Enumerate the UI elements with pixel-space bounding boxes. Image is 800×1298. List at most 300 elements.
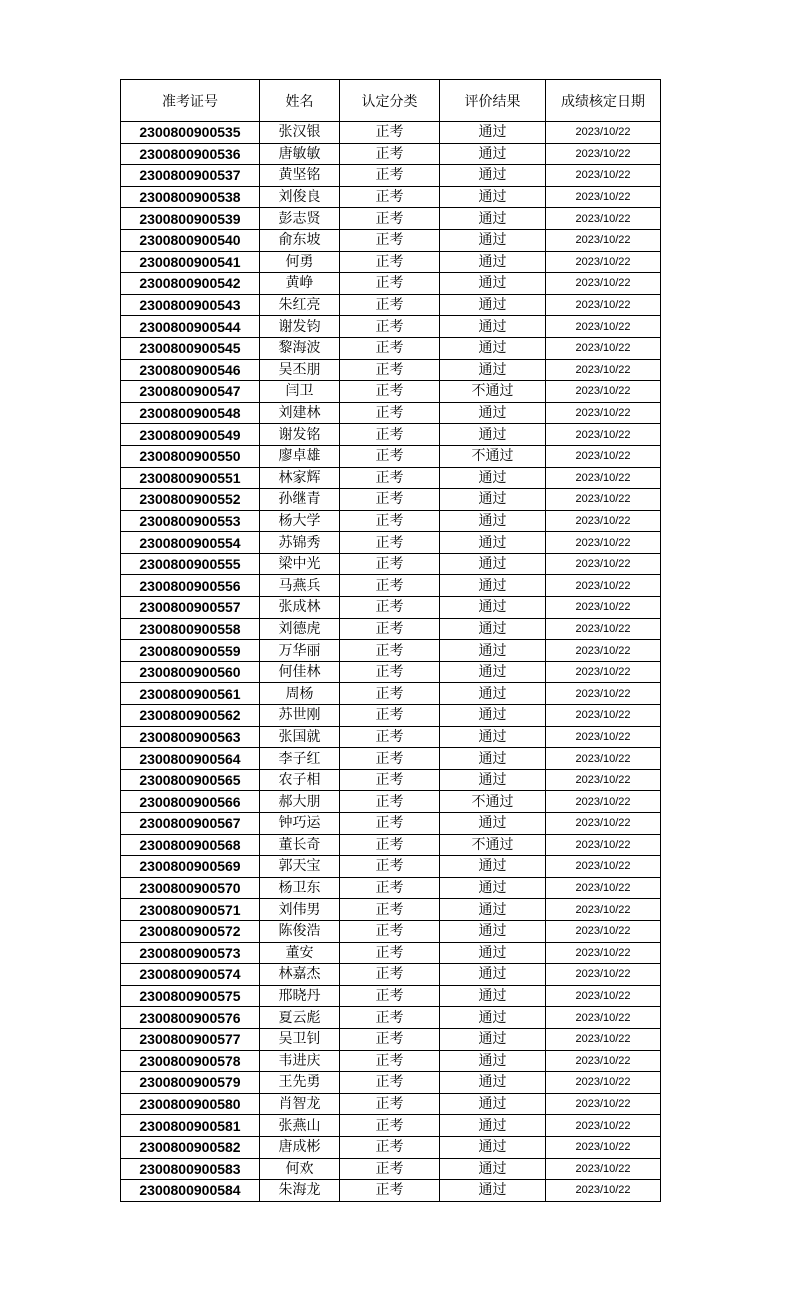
cell-exam-id: 2300800900541 [121, 251, 260, 273]
cell-exam-id: 2300800900537 [121, 165, 260, 187]
cell-name: 唐成彬 [260, 1136, 340, 1158]
cell-date: 2023/10/22 [546, 294, 661, 316]
table-row [121, 834, 661, 856]
cell-category: 正考 [340, 1136, 440, 1158]
table-row [121, 381, 661, 403]
cell-category: 正考 [340, 618, 440, 640]
cell-exam-id: 2300800900550 [121, 445, 260, 467]
cell-name: 廖卓雄 [260, 445, 340, 467]
cell-date: 2023/10/22 [546, 1028, 661, 1050]
cell-result: 通过 [440, 942, 546, 964]
cell-exam-id: 2300800900559 [121, 640, 260, 662]
cell-result: 通过 [440, 640, 546, 662]
cell-result: 通过 [440, 920, 546, 942]
table-row [121, 208, 661, 230]
table-row [121, 726, 661, 748]
cell-name: 何勇 [260, 251, 340, 273]
cell-result: 不通过 [440, 791, 546, 813]
cell-date: 2023/10/22 [546, 640, 661, 662]
cell-date: 2023/10/22 [546, 1136, 661, 1158]
cell-result: 通过 [440, 985, 546, 1007]
cell-category: 正考 [340, 748, 440, 770]
cell-name: 张燕山 [260, 1115, 340, 1137]
cell-date: 2023/10/22 [546, 510, 661, 532]
cell-exam-id: 2300800900573 [121, 942, 260, 964]
header-exam-id: 准考证号 [121, 80, 260, 122]
cell-category: 正考 [340, 964, 440, 986]
table-row [121, 769, 661, 791]
cell-result: 通过 [440, 424, 546, 446]
cell-exam-id: 2300800900572 [121, 920, 260, 942]
table-row [121, 402, 661, 424]
cell-date: 2023/10/22 [546, 748, 661, 770]
cell-name: 黄峥 [260, 273, 340, 295]
cell-exam-id: 2300800900582 [121, 1136, 260, 1158]
cell-exam-id: 2300800900567 [121, 813, 260, 835]
cell-exam-id: 2300800900584 [121, 1180, 260, 1202]
cell-name: 郝大朋 [260, 791, 340, 813]
cell-result: 通过 [440, 661, 546, 683]
cell-result: 通过 [440, 683, 546, 705]
cell-name: 马燕兵 [260, 575, 340, 597]
cell-category: 正考 [340, 640, 440, 662]
cell-name: 刘俊良 [260, 186, 340, 208]
cell-date: 2023/10/22 [546, 122, 661, 144]
cell-category: 正考 [340, 899, 440, 921]
cell-exam-id: 2300800900540 [121, 229, 260, 251]
cell-name: 唐敏敏 [260, 143, 340, 165]
cell-exam-id: 2300800900554 [121, 532, 260, 554]
cell-date: 2023/10/22 [546, 1072, 661, 1094]
cell-category: 正考 [340, 359, 440, 381]
cell-result: 通过 [440, 489, 546, 511]
table-row [121, 165, 661, 187]
table-row [121, 359, 661, 381]
cell-exam-id: 2300800900546 [121, 359, 260, 381]
cell-exam-id: 2300800900543 [121, 294, 260, 316]
cell-result: 通过 [440, 769, 546, 791]
cell-result: 通过 [440, 532, 546, 554]
cell-name: 苏世刚 [260, 705, 340, 727]
cell-result: 通过 [440, 748, 546, 770]
cell-exam-id: 2300800900583 [121, 1158, 260, 1180]
cell-exam-id: 2300800900562 [121, 705, 260, 727]
cell-name: 彭志贤 [260, 208, 340, 230]
table-row [121, 1158, 661, 1180]
cell-date: 2023/10/22 [546, 575, 661, 597]
table-body [121, 122, 661, 1202]
cell-category: 正考 [340, 769, 440, 791]
cell-category: 正考 [340, 575, 440, 597]
cell-result: 通过 [440, 1136, 546, 1158]
cell-exam-id: 2300800900556 [121, 575, 260, 597]
table-row [121, 1072, 661, 1094]
cell-date: 2023/10/22 [546, 791, 661, 813]
cell-category: 正考 [340, 122, 440, 144]
table-row [121, 1115, 661, 1137]
table-row [121, 813, 661, 835]
cell-category: 正考 [340, 186, 440, 208]
cell-result: 通过 [440, 813, 546, 835]
cell-date: 2023/10/22 [546, 1050, 661, 1072]
cell-date: 2023/10/22 [546, 251, 661, 273]
results-table [120, 79, 661, 1202]
cell-exam-id: 2300800900560 [121, 661, 260, 683]
table-row [121, 791, 661, 813]
table-row [121, 467, 661, 489]
cell-exam-id: 2300800900552 [121, 489, 260, 511]
cell-name: 李子红 [260, 748, 340, 770]
cell-name: 俞东坡 [260, 229, 340, 251]
cell-date: 2023/10/22 [546, 813, 661, 835]
cell-name: 谢发铭 [260, 424, 340, 446]
table-row [121, 510, 661, 532]
cell-date: 2023/10/22 [546, 467, 661, 489]
cell-name: 张国就 [260, 726, 340, 748]
cell-exam-id: 2300800900551 [121, 467, 260, 489]
cell-date: 2023/10/22 [546, 769, 661, 791]
cell-category: 正考 [340, 165, 440, 187]
cell-category: 正考 [340, 683, 440, 705]
table-row [121, 229, 661, 251]
cell-date: 2023/10/22 [546, 834, 661, 856]
cell-exam-id: 2300800900581 [121, 1115, 260, 1137]
table-row [121, 186, 661, 208]
cell-name: 肖智龙 [260, 1093, 340, 1115]
cell-date: 2023/10/22 [546, 964, 661, 986]
cell-category: 正考 [340, 251, 440, 273]
cell-category: 正考 [340, 1028, 440, 1050]
cell-name: 陈俊浩 [260, 920, 340, 942]
cell-category: 正考 [340, 467, 440, 489]
cell-date: 2023/10/22 [546, 402, 661, 424]
table-row [121, 899, 661, 921]
cell-date: 2023/10/22 [546, 920, 661, 942]
header-name: 姓名 [260, 80, 340, 122]
cell-result: 通过 [440, 208, 546, 230]
cell-category: 正考 [340, 791, 440, 813]
cell-date: 2023/10/22 [546, 942, 661, 964]
cell-date: 2023/10/22 [546, 165, 661, 187]
cell-category: 正考 [340, 1093, 440, 1115]
cell-result: 通过 [440, 402, 546, 424]
cell-name: 黎海波 [260, 337, 340, 359]
cell-date: 2023/10/22 [546, 553, 661, 575]
cell-date: 2023/10/22 [546, 143, 661, 165]
cell-exam-id: 2300800900575 [121, 985, 260, 1007]
cell-category: 正考 [340, 877, 440, 899]
cell-result: 通过 [440, 899, 546, 921]
cell-date: 2023/10/22 [546, 1115, 661, 1137]
table-row [121, 575, 661, 597]
cell-date: 2023/10/22 [546, 661, 661, 683]
cell-result: 通过 [440, 510, 546, 532]
cell-date: 2023/10/22 [546, 424, 661, 446]
cell-result: 不通过 [440, 834, 546, 856]
cell-name: 邢晓丹 [260, 985, 340, 1007]
cell-result: 通过 [440, 1028, 546, 1050]
cell-category: 正考 [340, 1007, 440, 1029]
cell-result: 不通过 [440, 381, 546, 403]
cell-name: 朱红亮 [260, 294, 340, 316]
cell-date: 2023/10/22 [546, 1158, 661, 1180]
cell-result: 通过 [440, 856, 546, 878]
cell-exam-id: 2300800900580 [121, 1093, 260, 1115]
cell-category: 正考 [340, 726, 440, 748]
cell-date: 2023/10/22 [546, 683, 661, 705]
cell-result: 不通过 [440, 445, 546, 467]
cell-category: 正考 [340, 920, 440, 942]
cell-name: 董安 [260, 942, 340, 964]
cell-result: 通过 [440, 467, 546, 489]
table-row [121, 445, 661, 467]
table-row [121, 1028, 661, 1050]
table-row [121, 1093, 661, 1115]
cell-exam-id: 2300800900557 [121, 597, 260, 619]
cell-result: 通过 [440, 337, 546, 359]
table-row [121, 316, 661, 338]
cell-category: 正考 [340, 1158, 440, 1180]
cell-category: 正考 [340, 985, 440, 1007]
cell-exam-id: 2300800900561 [121, 683, 260, 705]
table-row [121, 985, 661, 1007]
table-row [121, 1136, 661, 1158]
header-result: 评价结果 [440, 80, 546, 122]
table-row [121, 273, 661, 295]
cell-date: 2023/10/22 [546, 381, 661, 403]
cell-result: 通过 [440, 251, 546, 273]
cell-name: 梁中光 [260, 553, 340, 575]
cell-date: 2023/10/22 [546, 337, 661, 359]
cell-name: 何佳林 [260, 661, 340, 683]
cell-exam-id: 2300800900548 [121, 402, 260, 424]
cell-name: 夏云彪 [260, 1007, 340, 1029]
cell-category: 正考 [340, 1180, 440, 1202]
cell-exam-id: 2300800900570 [121, 877, 260, 899]
cell-name: 杨卫东 [260, 877, 340, 899]
cell-date: 2023/10/22 [546, 316, 661, 338]
cell-date: 2023/10/22 [546, 597, 661, 619]
cell-name: 张成林 [260, 597, 340, 619]
cell-result: 通过 [440, 1158, 546, 1180]
cell-name: 闫卫 [260, 381, 340, 403]
cell-name: 朱海龙 [260, 1180, 340, 1202]
cell-date: 2023/10/22 [546, 273, 661, 295]
cell-result: 通过 [440, 1115, 546, 1137]
table-row [121, 597, 661, 619]
cell-exam-id: 2300800900566 [121, 791, 260, 813]
cell-date: 2023/10/22 [546, 1180, 661, 1202]
cell-name: 董长奇 [260, 834, 340, 856]
cell-exam-id: 2300800900536 [121, 143, 260, 165]
cell-exam-id: 2300800900574 [121, 964, 260, 986]
table-row [121, 856, 661, 878]
table-row [121, 942, 661, 964]
cell-result: 通过 [440, 575, 546, 597]
cell-name: 刘建林 [260, 402, 340, 424]
cell-category: 正考 [340, 208, 440, 230]
cell-date: 2023/10/22 [546, 1007, 661, 1029]
table-row [121, 143, 661, 165]
cell-result: 通过 [440, 877, 546, 899]
cell-exam-id: 2300800900558 [121, 618, 260, 640]
cell-category: 正考 [340, 510, 440, 532]
cell-exam-id: 2300800900538 [121, 186, 260, 208]
cell-result: 通过 [440, 186, 546, 208]
cell-exam-id: 2300800900565 [121, 769, 260, 791]
cell-category: 正考 [340, 489, 440, 511]
cell-result: 通过 [440, 1072, 546, 1094]
cell-exam-id: 2300800900539 [121, 208, 260, 230]
table-row [121, 618, 661, 640]
cell-name: 吴卫钊 [260, 1028, 340, 1050]
cell-name: 林嘉杰 [260, 964, 340, 986]
cell-exam-id: 2300800900577 [121, 1028, 260, 1050]
cell-exam-id: 2300800900578 [121, 1050, 260, 1072]
cell-category: 正考 [340, 942, 440, 964]
table-row [121, 489, 661, 511]
table-row [121, 424, 661, 446]
cell-exam-id: 2300800900547 [121, 381, 260, 403]
cell-name: 黄坚铭 [260, 165, 340, 187]
cell-name: 谢发钧 [260, 316, 340, 338]
cell-result: 通过 [440, 165, 546, 187]
cell-date: 2023/10/22 [546, 877, 661, 899]
cell-category: 正考 [340, 229, 440, 251]
cell-name: 农子相 [260, 769, 340, 791]
cell-category: 正考 [340, 532, 440, 554]
cell-exam-id: 2300800900564 [121, 748, 260, 770]
cell-category: 正考 [340, 294, 440, 316]
cell-date: 2023/10/22 [546, 618, 661, 640]
cell-date: 2023/10/22 [546, 705, 661, 727]
table-row [121, 877, 661, 899]
cell-exam-id: 2300800900535 [121, 122, 260, 144]
cell-category: 正考 [340, 316, 440, 338]
cell-result: 通过 [440, 597, 546, 619]
cell-name: 郭天宝 [260, 856, 340, 878]
cell-exam-id: 2300800900563 [121, 726, 260, 748]
cell-exam-id: 2300800900576 [121, 1007, 260, 1029]
table-row [121, 251, 661, 273]
cell-category: 正考 [340, 402, 440, 424]
cell-result: 通过 [440, 1007, 546, 1029]
header-date: 成绩核定日期 [546, 80, 661, 122]
cell-category: 正考 [340, 337, 440, 359]
cell-result: 通过 [440, 553, 546, 575]
table-row [121, 294, 661, 316]
cell-name: 孙继青 [260, 489, 340, 511]
cell-result: 通过 [440, 726, 546, 748]
cell-exam-id: 2300800900542 [121, 273, 260, 295]
cell-category: 正考 [340, 813, 440, 835]
cell-date: 2023/10/22 [546, 489, 661, 511]
cell-name: 周杨 [260, 683, 340, 705]
cell-name: 钟巧运 [260, 813, 340, 835]
table-row [121, 964, 661, 986]
cell-date: 2023/10/22 [546, 985, 661, 1007]
cell-date: 2023/10/22 [546, 532, 661, 554]
table-row [121, 661, 661, 683]
cell-result: 通过 [440, 359, 546, 381]
cell-category: 正考 [340, 856, 440, 878]
cell-result: 通过 [440, 143, 546, 165]
cell-category: 正考 [340, 1115, 440, 1137]
table-row [121, 122, 661, 144]
cell-exam-id: 2300800900571 [121, 899, 260, 921]
table-row [121, 683, 661, 705]
cell-result: 通过 [440, 964, 546, 986]
cell-date: 2023/10/22 [546, 229, 661, 251]
table-row [121, 1050, 661, 1072]
cell-name: 吴丕朋 [260, 359, 340, 381]
table-row [121, 748, 661, 770]
cell-result: 通过 [440, 122, 546, 144]
cell-category: 正考 [340, 553, 440, 575]
cell-category: 正考 [340, 273, 440, 295]
table-row [121, 920, 661, 942]
cell-date: 2023/10/22 [546, 445, 661, 467]
cell-category: 正考 [340, 705, 440, 727]
cell-date: 2023/10/22 [546, 899, 661, 921]
cell-category: 正考 [340, 834, 440, 856]
table-row [121, 532, 661, 554]
cell-exam-id: 2300800900549 [121, 424, 260, 446]
table-row [121, 640, 661, 662]
cell-exam-id: 2300800900569 [121, 856, 260, 878]
cell-name: 林家辉 [260, 467, 340, 489]
cell-category: 正考 [340, 1072, 440, 1094]
cell-result: 通过 [440, 1050, 546, 1072]
table-row [121, 337, 661, 359]
cell-result: 通过 [440, 705, 546, 727]
cell-category: 正考 [340, 143, 440, 165]
cell-exam-id: 2300800900555 [121, 553, 260, 575]
cell-date: 2023/10/22 [546, 856, 661, 878]
cell-category: 正考 [340, 661, 440, 683]
cell-category: 正考 [340, 445, 440, 467]
cell-result: 通过 [440, 1093, 546, 1115]
header-category: 认定分类 [340, 80, 440, 122]
cell-name: 万华丽 [260, 640, 340, 662]
cell-name: 刘德虎 [260, 618, 340, 640]
cell-date: 2023/10/22 [546, 1093, 661, 1115]
cell-category: 正考 [340, 597, 440, 619]
cell-category: 正考 [340, 1050, 440, 1072]
cell-result: 通过 [440, 229, 546, 251]
header-row [121, 80, 661, 122]
table-row [121, 1180, 661, 1202]
cell-name: 王先勇 [260, 1072, 340, 1094]
cell-category: 正考 [340, 424, 440, 446]
cell-result: 通过 [440, 294, 546, 316]
table-row [121, 705, 661, 727]
cell-name: 韦进庆 [260, 1050, 340, 1072]
table-row [121, 1007, 661, 1029]
cell-name: 何欢 [260, 1158, 340, 1180]
cell-exam-id: 2300800900568 [121, 834, 260, 856]
cell-result: 通过 [440, 1180, 546, 1202]
cell-exam-id: 2300800900544 [121, 316, 260, 338]
cell-name: 苏锦秀 [260, 532, 340, 554]
cell-result: 通过 [440, 618, 546, 640]
cell-category: 正考 [340, 381, 440, 403]
table-header [121, 80, 661, 122]
cell-date: 2023/10/22 [546, 726, 661, 748]
cell-date: 2023/10/22 [546, 359, 661, 381]
cell-date: 2023/10/22 [546, 186, 661, 208]
cell-name: 刘伟男 [260, 899, 340, 921]
